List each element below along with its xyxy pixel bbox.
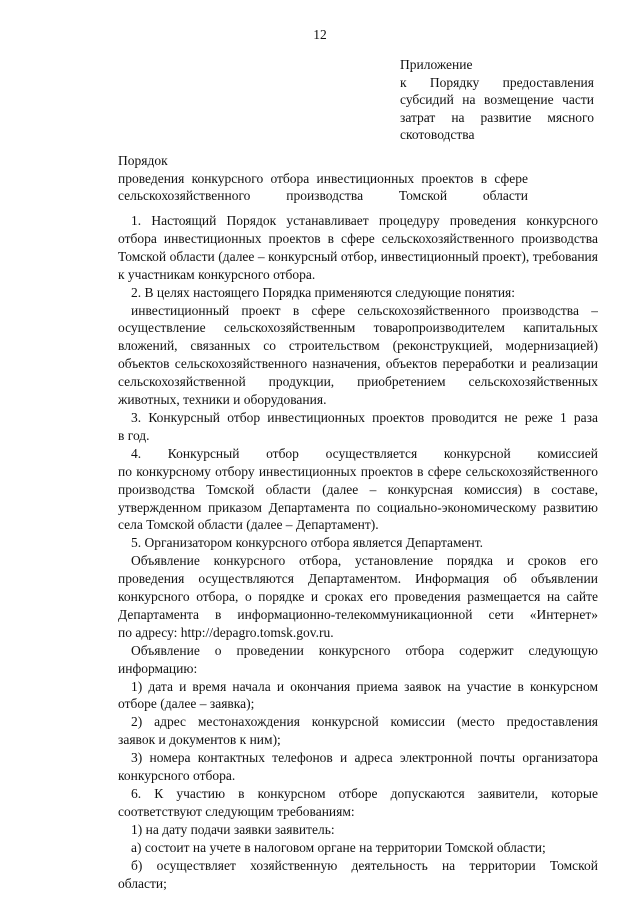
paragraph [118,821,598,839]
paragraph-line: заявок и документов к ним); [118,732,281,748]
paragraph-line: соответствуют следующим требованиям: [118,803,355,819]
paragraph-line: Томской области (далее – конкурсный отбор, инвестиционный проект), требования [118,248,598,264]
paragraph-line: по конкурсному отбору инвестиционных проектов в сфере сельскохозяйственного [118,463,598,479]
paragraph-line: конкурсного отбора, о порядке и сроках его проведения размещается на сайте [118,589,598,605]
title-line: Порядок [118,153,168,168]
paragraph [118,857,598,893]
paragraph-line: по адресу: http://depagro.tomsk.gov.ru. [118,624,334,640]
paragraph-line: животных, техники и оборудования. [118,392,327,408]
paragraph-line: 3) номера контактных телефонов и адреса электронной почты организатора [131,750,598,766]
paragraph-line: утвержденном приказом Департамента по социально-экономическому развитию [118,499,598,515]
paragraph-line: производства Томской области (далее – конкурсная комиссия) в составе, [118,481,598,497]
paragraph-line: инвестиционный проект в сфере сельскохозяйственного производства – [131,302,598,318]
paragraph-line: области; [118,875,167,891]
title-line: сельскохозяйственного производства Томской области [118,188,528,203]
appendix-line: затрат на развитие мясного [400,109,594,125]
appendix-line: к Порядку предоставления [400,74,594,90]
paragraph-line: 2. В целях настоящего Порядка применяются следующие понятия: [131,284,516,300]
paragraph [118,713,598,749]
page-number: 12 [313,27,327,42]
paragraph [118,552,598,642]
paragraph [118,534,598,552]
paragraph [118,302,598,409]
paragraph [118,839,598,857]
paragraph-line: 4. Конкурсный отбор осуществляется конкурсной комиссией [131,445,598,461]
document-title [118,152,528,205]
title-line: проведения конкурсного отбора инвестиционных проектов в сфере [118,170,528,186]
paragraph-line: в год. [118,427,150,443]
paragraph-line: информацию: [118,660,198,676]
document-body [118,212,598,892]
paragraph-line: а) состоит на учете в налоговом органе на территории Томской области; [131,839,546,855]
paragraph-line: Департамента в информационно-телекоммуникационной сети «Интернет» [118,606,598,622]
paragraph-line: к участникам конкурсного отбора. [118,266,316,282]
appendix-line: скотоводства [400,127,475,142]
paragraph-line: конкурсного отбора. [118,768,236,784]
paragraph-line: Объявление конкурсного отбора, установление порядка и сроков его [131,553,598,569]
paragraph-line: сельскохозяйственной продукции, приобретением сельскохозяйственных [118,374,598,390]
paragraph [118,284,598,302]
paragraph [118,785,598,821]
paragraph [118,212,598,284]
paragraph-line: отбора инвестиционных проектов в сфере сельскохозяйственного производства [118,230,598,246]
appendix-line: Приложение [400,57,473,72]
paragraph-line: 2) адрес местонахождения конкурсной комиссии (место предоставления [131,714,598,730]
paragraph [118,749,598,785]
paragraph [118,409,598,445]
paragraph [118,445,598,535]
paragraph [118,642,598,678]
paragraph-line: б) осуществляет хозяйственную деятельность на территории Томской [131,857,598,873]
paragraph-line: Объявление о проведении конкурсного отбора содержит следующую [131,642,598,658]
paragraph-line: 5. Организатором конкурсного отбора является Департамент. [131,535,484,551]
appendix-line: субсидий на возмещение части [400,92,594,107]
paragraph-line: вложений, связанных со строительством (реконструкцией, модернизацией) [118,338,598,354]
paragraph [118,678,598,714]
paragraph-line: 3. Конкурсный отбор инвестиционных проектов проводится не реже 1 раза [131,409,598,425]
paragraph-line: 1. Настоящий Порядок устанавливает процедуру проведения конкурсного [131,213,598,228]
paragraph-line: 1) дата и время начала и окончания приема заявок на участие в конкурсном [131,678,598,694]
paragraph-line: 1) на дату подачи заявки заявитель: [131,821,335,837]
paragraph-line: проведения осуществляются Департаментом. Информация об объявлении [118,571,598,587]
paragraph-line: 6. К участию в конкурсном отборе допускаются заявители, которые [131,786,598,801]
appendix-note [400,56,594,144]
paragraph-line: отборе (далее – заявка); [118,696,255,712]
paragraph-line: объектов сельскохозяйственного назначения, объектов переработки и реализации [118,356,598,372]
paragraph-line: осуществление сельскохозяйственным товаропроизводителем капитальных [118,320,598,336]
paragraph-line: села Томской области (далее – Департамент). [118,517,379,533]
